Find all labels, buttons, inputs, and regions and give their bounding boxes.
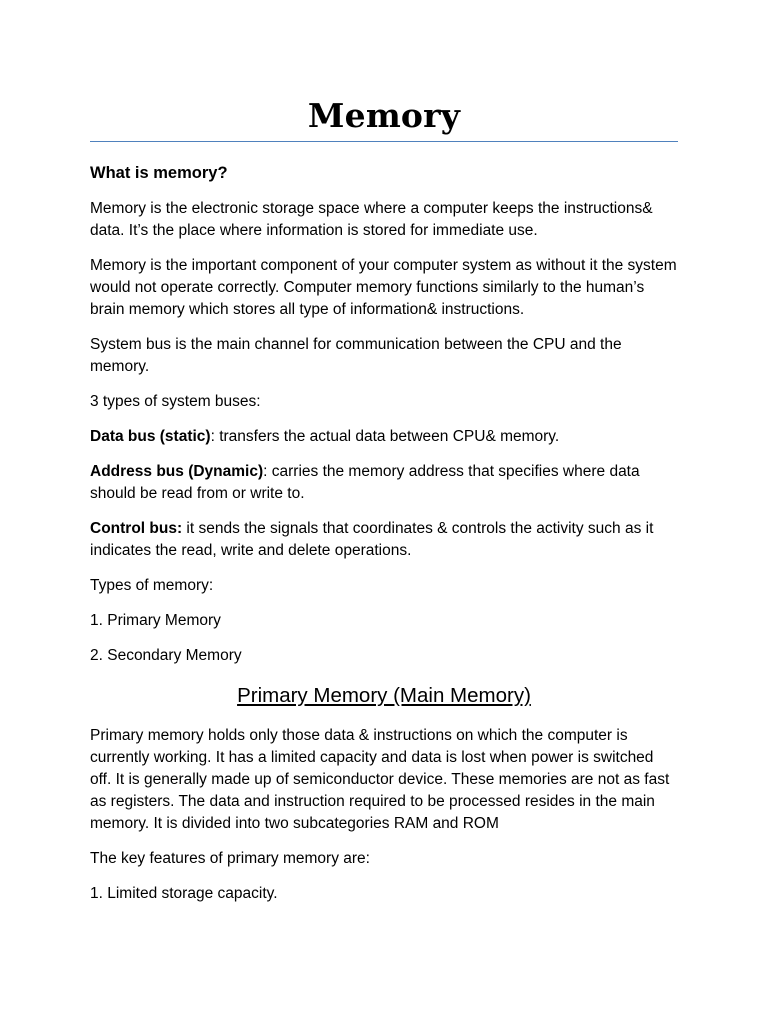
section-heading-primary-memory: Primary Memory (Main Memory): [237, 684, 531, 707]
bus-description: : transfers the actual data between CPU& memory.: [210, 428, 560, 445]
paragraph-definition: Memory is the electronic storage space where a computer keeps the instructions& data. It’s the place where information is stored for immediate use.: [90, 200, 653, 239]
paragraph-importance: Memory is the important component of your computer system as without it the system would not operate correctly. Computer memory functions similarly to the human’s brain memory which stores all type of information& instructions.: [90, 257, 677, 318]
bus-item-address: [90, 461, 678, 505]
bus-description: it sends the signals that coordinates & controls the activity such as it indicates the read, write and delete operations.: [90, 520, 654, 559]
memory-type-item: 1. Primary Memory: [90, 612, 221, 629]
bus-item-control: [90, 518, 678, 562]
paragraph-bus-types-intro: 3 types of system buses:: [90, 393, 261, 410]
memory-types-intro: Types of memory:: [90, 577, 214, 594]
document-body: [90, 92, 678, 918]
paragraph-primary-memory: Primary memory holds only those data & instructions on which the computer is currently working. It has a limited capacity and data is lost when power is switched off. It is generally made up of semiconductor device. These memories are not as fast as registers. The data and instruction required to be processed resides in the main memory. It is divided into two subcategories RAM and ROM: [90, 727, 670, 832]
memory-type-item: 2. Secondary Memory: [90, 647, 242, 664]
features-intro: The key features of primary memory are:: [90, 850, 370, 867]
paragraph-system-bus: System bus is the main channel for communication between the CPU and the memory.: [90, 336, 622, 375]
bus-description: : carries the memory address that specifies where data should be read from or write to.: [90, 463, 640, 502]
bus-term: Address bus (Dynamic): [90, 463, 264, 480]
feature-item: 1. Limited storage capacity.: [90, 885, 278, 902]
page-title: Memory: [307, 96, 461, 135]
bus-item-data: [90, 426, 678, 448]
title-underline-rule: [90, 141, 678, 142]
bus-term: Data bus (static): [90, 428, 211, 445]
question-heading: What is memory?: [90, 164, 228, 182]
bus-term: Control bus:: [90, 520, 183, 537]
